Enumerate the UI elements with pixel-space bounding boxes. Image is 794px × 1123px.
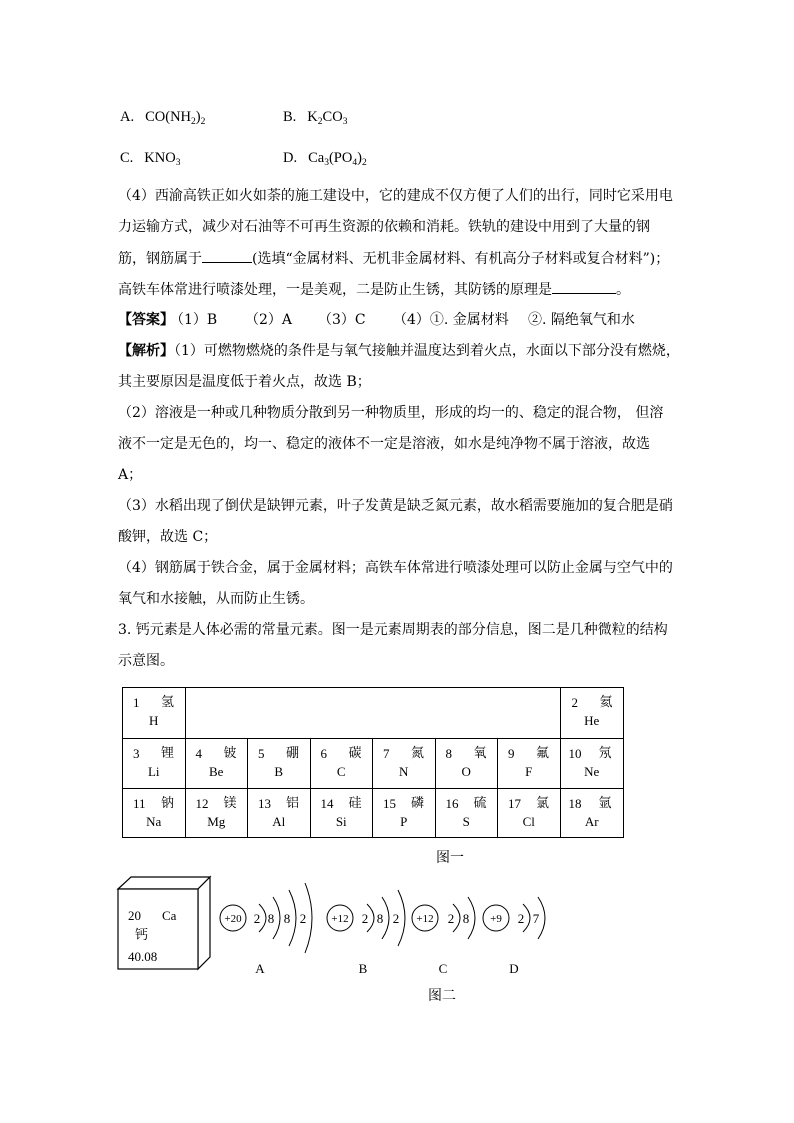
element-cell: [436, 788, 499, 837]
electron-count: 8: [376, 911, 384, 926]
atomic-number: 4: [195, 746, 202, 761]
atomic-number: 5: [258, 746, 265, 761]
atomic-number: 1: [133, 695, 140, 710]
analysis-line: （4）钢筋属于铁合金，属于金属材料；高铁车体常进行喷漆处理可以防止金属与空气中的: [118, 560, 673, 576]
particle-label: B: [358, 961, 368, 976]
element-symbol: H: [149, 713, 159, 728]
atomic-number: 8: [445, 746, 452, 761]
answer-item: （1）B: [170, 312, 218, 328]
element-symbol: S: [462, 814, 470, 829]
formula-part: K: [307, 109, 318, 125]
element-name: 硫: [473, 796, 487, 811]
element-cell: [373, 738, 436, 788]
formula-subscript: 3: [175, 158, 181, 168]
analysis-text: （1）可燃物燃烧的条件是与氧气接触并温度达到着火点，水面以下部分没有燃烧，: [174, 343, 680, 359]
element-cell: [498, 738, 561, 788]
element-name: 镁: [223, 796, 237, 811]
formula-part: CO(NH: [145, 109, 192, 125]
choice-c: [120, 148, 180, 168]
atomic-number: 15: [383, 796, 396, 811]
element-name: 钠: [161, 796, 175, 811]
atomic-number: 10: [568, 746, 582, 761]
element-cell: [186, 788, 249, 837]
electron-count: 2: [392, 911, 400, 926]
question-text: (选填“金属材料、无机非金属材料、有机高分子材料或复合材料”)；: [252, 251, 670, 267]
element-name: 氢: [161, 695, 175, 710]
card-top-face: [118, 877, 210, 889]
choice-letter: B.: [283, 109, 297, 125]
formula-part: (PO: [328, 150, 353, 166]
electron-count: 7: [532, 911, 540, 926]
figure1-caption: 图一: [436, 850, 464, 866]
particle-label: D: [509, 961, 519, 976]
element-symbol: N: [399, 764, 409, 779]
choice-letter: D.: [283, 150, 298, 166]
atomic-number: 3: [133, 746, 140, 761]
atomic-number: 7: [383, 746, 390, 761]
atomic-number: 18: [568, 796, 582, 811]
card-side-face: [198, 877, 210, 969]
periodic-table: [122, 687, 624, 838]
element-name: 磷: [411, 796, 425, 811]
question-text: 筋，钢筋属于: [118, 251, 202, 267]
formula-subscript: 3: [324, 158, 329, 168]
analysis-line: 氧气和水接触，从而防止生锈。: [118, 591, 314, 607]
element-cell: [311, 788, 374, 837]
element-symbol: Al: [272, 814, 286, 829]
formula-part: ): [195, 109, 201, 125]
answer-row: [118, 310, 678, 330]
element-name: 铝: [286, 796, 300, 811]
element-cell: [561, 738, 624, 788]
analysis-line: A；: [118, 467, 143, 483]
analysis-label: 【解析】: [118, 343, 174, 359]
element-symbol: Si: [335, 814, 347, 829]
element-symbol: B: [274, 764, 284, 779]
element-symbol: P: [400, 814, 408, 829]
question-text-line: 示意图。: [118, 653, 174, 669]
atomic-number: 17: [508, 796, 521, 811]
formula-subscript: 2: [191, 117, 196, 127]
element-symbol: Na: [146, 814, 162, 829]
element-cell: [123, 788, 186, 837]
atomic-number: 6: [320, 746, 327, 761]
choice-formula: [307, 109, 347, 125]
choice-letter: C.: [120, 150, 134, 166]
element-symbol: O: [461, 764, 471, 779]
atomic-number: 16: [445, 796, 459, 811]
formula-subscript: 4: [352, 158, 358, 168]
question-text: 。: [616, 282, 630, 298]
element-name: 硼: [286, 746, 300, 761]
nuclear-charge: +9: [490, 913, 502, 925]
element-cell: [248, 738, 311, 788]
question-text-line: （4）西渝高铁正如火如荼的施工建设中，它的建成不仅方便了人们的出行，同时它采用电: [118, 188, 673, 204]
question-text: 高铁车体常进行喷漆处理，一是美观，二是防止生锈，其防锈的原理是: [118, 282, 552, 298]
element-cell: [560, 688, 624, 738]
electron-count: 2: [447, 911, 455, 926]
element-name: 氧: [473, 746, 487, 761]
choice-d: [283, 148, 367, 168]
question-text-line: 力运输方式，减少对石油等不可再生资源的依赖和消耗。铁轨的建设中用到了大量的钢: [118, 219, 650, 235]
formula-subscript: 3: [342, 117, 348, 127]
element-symbol: Mg: [207, 814, 226, 829]
element-symbol: Ar: [584, 814, 599, 829]
analysis-line: 酸钾，故选 C；: [118, 529, 218, 545]
choice-formula: [144, 150, 180, 166]
answer-item: （4）①. 金属材料: [393, 312, 509, 328]
formula-part: CO: [322, 109, 343, 125]
figure2-caption: 图二: [428, 988, 456, 1004]
choice-formula: [145, 109, 205, 125]
element-cell: [123, 738, 186, 788]
element-cell: [248, 788, 311, 837]
element-symbol: Cl: [522, 814, 535, 829]
formula-subscript: 2: [317, 117, 323, 127]
electron-count: 8: [462, 911, 470, 926]
analysis-line: （3）水稻出现了倒伏是缺钾元素，叶子发黄是缺乏氮元素，故水稻需要施加的复合肥是硝: [118, 498, 673, 514]
element-name: 氖: [598, 746, 612, 761]
element-name: 碳: [348, 746, 362, 761]
electron-count: 8: [283, 911, 291, 926]
electron-count: 2: [517, 911, 525, 926]
formula-subscript: 2: [361, 158, 367, 168]
element-name: 氟: [536, 746, 550, 761]
electron-count: 2: [361, 911, 369, 926]
question-text-line: [118, 279, 630, 300]
question-text-line: 3. 钙元素是人体必需的常量元素。图一是元素周期表的部分信息，图二是几种微粒的结构: [118, 622, 668, 638]
particle-label: A: [255, 961, 265, 976]
element-symbol: Ne: [584, 764, 600, 779]
atomic-number: 9: [508, 746, 515, 761]
element-cell: [373, 788, 436, 837]
nuclear-charge: +20: [224, 913, 242, 925]
formula-part: KNO: [144, 150, 176, 166]
element-cell: [186, 738, 249, 788]
particle-label: C: [438, 961, 448, 976]
element-symbol: Li: [147, 764, 160, 779]
card-atomic-number: 20: [128, 908, 141, 923]
analysis-line: [118, 341, 680, 361]
answer-label: 【答案】: [118, 312, 174, 328]
element-name: 氮: [411, 746, 425, 761]
element-symbol: F: [525, 764, 533, 779]
electron-count: 2: [299, 911, 307, 926]
choice-letter: A.: [120, 109, 135, 125]
card-atomic-mass: 40.08: [128, 949, 158, 964]
choice-formula: [308, 150, 367, 166]
atomic-number: 11: [133, 796, 146, 811]
answer-blank: [202, 248, 252, 263]
element-cell: [123, 688, 186, 738]
element-name: 硅: [348, 796, 362, 811]
question-text-line: [118, 248, 669, 269]
electron-count: 2: [253, 911, 261, 926]
card-element-name: 钙: [135, 927, 149, 942]
element-name: 锂: [161, 746, 175, 761]
element-cell: [311, 738, 374, 788]
element-cell: [498, 788, 561, 837]
element-cell: [561, 788, 624, 837]
choice-b: [283, 107, 347, 127]
answer-item: ②. 隔绝氧气和水: [528, 312, 635, 328]
element-symbol: C: [336, 764, 346, 779]
atomic-number: 14: [320, 796, 334, 811]
nuclear-charge: +12: [416, 913, 434, 925]
element-name: 氩: [598, 796, 612, 811]
choice-a: [120, 107, 205, 127]
element-name: 氦: [599, 695, 613, 710]
analysis-line: 其主要原因是温度低于着火点，故选 B；: [118, 374, 371, 390]
electron-count: 8: [267, 911, 275, 926]
particle-structure-figure: [110, 870, 560, 985]
element-symbol: Be: [209, 764, 224, 779]
element-symbol: He: [584, 713, 600, 728]
formula-part: Ca: [308, 150, 325, 166]
formula-part: ): [357, 150, 362, 166]
element-cell: [436, 738, 499, 788]
atomic-number: 12: [195, 796, 209, 811]
element-name: 氯: [536, 796, 550, 811]
answer-item: （3）C: [318, 312, 366, 328]
analysis-line: 液不一定是无色的，均一、稳定的液体不一定是溶液，如水是纯净物不属于溶液，故选: [118, 436, 650, 452]
analysis-line: （2）溶液是一种或几种物质分散到另一种物质里，形成的均一的、稳定的混合物， 但溶: [118, 405, 664, 421]
formula-subscript: 2: [200, 117, 206, 127]
card-symbol: Ca: [162, 908, 177, 923]
nuclear-charge: +12: [331, 913, 349, 925]
answer-item: （2）A: [245, 312, 293, 328]
element-name: 铍: [223, 746, 237, 761]
answer-blank: [552, 279, 616, 294]
atomic-number: 2: [571, 695, 578, 710]
atomic-number: 13: [258, 796, 271, 811]
